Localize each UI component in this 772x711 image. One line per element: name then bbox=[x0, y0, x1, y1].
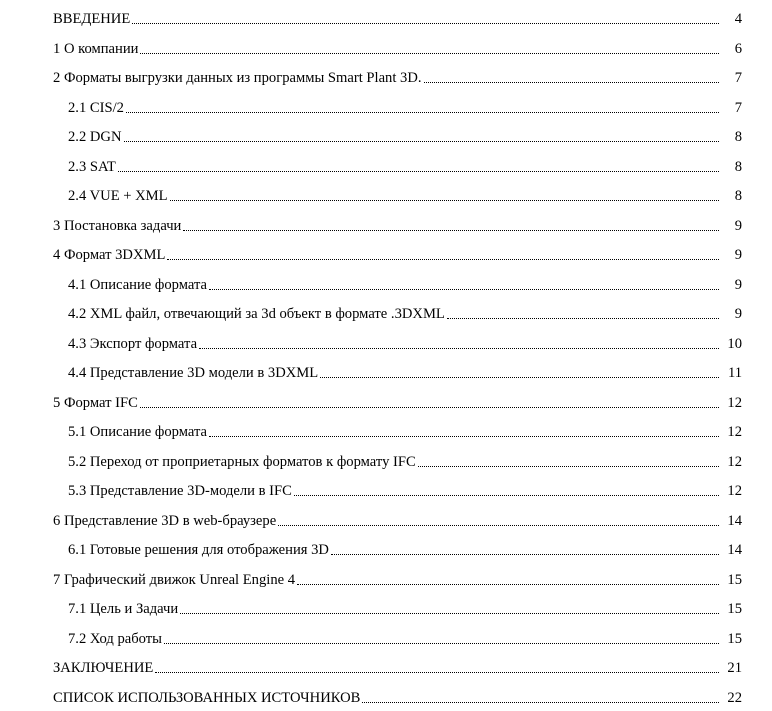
toc-entry-page: 22 bbox=[727, 690, 742, 706]
toc-entry-page: 12 bbox=[727, 483, 742, 499]
toc-entry-conclusion[interactable] bbox=[0, 655, 772, 677]
toc-entry-4[interactable] bbox=[0, 242, 772, 264]
toc-entry-page: 21 bbox=[727, 660, 742, 676]
toc-leader-dots bbox=[447, 317, 719, 319]
toc-leader-dots bbox=[155, 671, 719, 673]
toc-entry-4-1[interactable] bbox=[0, 272, 772, 294]
toc-entry-page: 15 bbox=[727, 601, 742, 617]
toc-entry-title: 5.1 Описание формата bbox=[68, 424, 208, 440]
toc-entry-page: 8 bbox=[734, 129, 742, 145]
toc-entry-page: 8 bbox=[734, 188, 742, 204]
toc-leader-dots bbox=[294, 494, 719, 496]
toc-leader-dots bbox=[132, 22, 719, 24]
toc-leader-dots bbox=[124, 140, 719, 142]
toc-entry-page: 15 bbox=[727, 572, 742, 588]
toc-entry-page: 14 bbox=[727, 542, 742, 558]
toc-leader-dots bbox=[209, 435, 719, 437]
toc-entry-2-4[interactable] bbox=[0, 183, 772, 205]
toc-entry-title: СПИСОК ИСПОЛЬЗОВАННЫХ ИСТОЧНИКОВ bbox=[53, 690, 361, 706]
toc-leader-dots bbox=[209, 288, 719, 290]
toc-entry-page: 6 bbox=[734, 41, 742, 57]
toc-entry-page: 9 bbox=[734, 306, 742, 322]
toc-entry-title: 2.2 DGN bbox=[68, 129, 122, 145]
toc-entry-title: 1 О компании bbox=[53, 41, 139, 57]
toc-entry-page: 14 bbox=[727, 513, 742, 529]
toc-entry-title: 5.3 Представление 3D-модели в IFC bbox=[68, 483, 292, 499]
toc-entry-4-3[interactable] bbox=[0, 331, 772, 353]
toc-leader-dots bbox=[424, 81, 719, 83]
toc-entry-references[interactable] bbox=[0, 685, 772, 707]
toc-entry-1[interactable] bbox=[0, 36, 772, 58]
toc-entry-page: 9 bbox=[734, 277, 742, 293]
toc-entry-title: 4.1 Описание формата bbox=[68, 277, 208, 293]
toc-leader-dots bbox=[140, 52, 719, 54]
toc-entry-7[interactable] bbox=[0, 567, 772, 589]
toc-entry-page: 10 bbox=[727, 336, 742, 352]
toc-leader-dots bbox=[140, 406, 719, 408]
toc-entry-6[interactable] bbox=[0, 508, 772, 530]
toc-entry-3[interactable] bbox=[0, 213, 772, 235]
toc-entry-2-2[interactable] bbox=[0, 124, 772, 146]
toc-leader-dots bbox=[164, 642, 719, 644]
toc-entry-7-2[interactable] bbox=[0, 626, 772, 648]
toc-entry-2[interactable] bbox=[0, 65, 772, 87]
toc-entry-6-1[interactable] bbox=[0, 537, 772, 559]
toc-entry-title: 4.4 Представление 3D модели в 3DXML bbox=[68, 365, 319, 381]
toc-entry-page: 4 bbox=[734, 11, 742, 27]
toc-entry-title: 5.2 Переход от проприетарных форматов к формату IFC bbox=[68, 454, 416, 470]
toc-entry-2-1[interactable] bbox=[0, 95, 772, 117]
toc-entry-title: 2.4 VUE + XML bbox=[68, 188, 168, 204]
toc-leader-dots bbox=[331, 553, 719, 555]
toc-entry-page: 15 bbox=[727, 631, 742, 647]
toc-entry-5-1[interactable] bbox=[0, 419, 772, 441]
toc-entry-title: 7.1 Цель и Задачи bbox=[68, 601, 179, 617]
toc-entry-title: ЗАКЛЮЧЕНИЕ bbox=[53, 660, 154, 676]
toc-entry-page: 8 bbox=[734, 159, 742, 175]
toc-leader-dots bbox=[180, 612, 719, 614]
toc-leader-dots bbox=[170, 199, 719, 201]
toc-entry-title: 2.3 SAT bbox=[68, 159, 116, 175]
toc-entry-title: 7 Графический движок Unreal Engine 4 bbox=[53, 572, 296, 588]
toc-entry-title: 3 Постановка задачи bbox=[53, 218, 182, 234]
toc-entry-5-2[interactable] bbox=[0, 449, 772, 471]
toc-leader-dots bbox=[167, 258, 719, 260]
toc-entry-title: 4.2 XML файл, отвечающий за 3d объект в формате .3DXML bbox=[68, 306, 445, 322]
toc-leader-dots bbox=[126, 111, 719, 113]
toc-entry-page: 11 bbox=[727, 365, 742, 381]
toc-entry-title: 7.2 Ход работы bbox=[68, 631, 162, 647]
toc-entry-4-2[interactable] bbox=[0, 301, 772, 323]
toc-entry-7-1[interactable] bbox=[0, 596, 772, 618]
toc-entry-introduction[interactable] bbox=[0, 6, 772, 28]
toc-entry-page: 9 bbox=[734, 218, 742, 234]
toc-entry-title: 6 Представление 3D в web-браузере bbox=[53, 513, 277, 529]
toc-entry-title: 6.1 Готовые решения для отображения 3D bbox=[68, 542, 329, 558]
toc-leader-dots bbox=[418, 465, 719, 467]
toc-entry-2-3[interactable] bbox=[0, 154, 772, 176]
toc-leader-dots bbox=[362, 701, 719, 703]
toc-leader-dots bbox=[297, 583, 719, 585]
toc-entry-page: 12 bbox=[727, 395, 742, 411]
toc-entry-page: 12 bbox=[727, 454, 742, 470]
toc-entry-page: 7 bbox=[734, 70, 742, 86]
toc-entry-5[interactable] bbox=[0, 390, 772, 412]
toc-entry-title: 5 Формат IFC bbox=[53, 395, 138, 411]
toc-leader-dots bbox=[278, 524, 719, 526]
toc-leader-dots bbox=[320, 376, 719, 378]
toc-leader-dots bbox=[118, 170, 719, 172]
toc-entry-page: 9 bbox=[734, 247, 742, 263]
toc-entry-title: 2 Форматы выгрузки данных из программы Smart Plant 3D. bbox=[53, 70, 422, 86]
toc-entry-title: 4 Формат 3DXML bbox=[53, 247, 166, 263]
toc-entry-title: 4.3 Экспорт формата bbox=[68, 336, 198, 352]
toc-entry-page: 7 bbox=[734, 100, 742, 116]
toc-entry-page: 12 bbox=[727, 424, 742, 440]
toc-entry-title: 2.1 CIS/2 bbox=[68, 100, 124, 116]
toc-leader-dots bbox=[183, 229, 719, 231]
toc-entry-title: ВВЕДЕНИЕ bbox=[53, 11, 131, 27]
toc-entry-4-4[interactable] bbox=[0, 360, 772, 382]
toc-entry-5-3[interactable] bbox=[0, 478, 772, 500]
toc-leader-dots bbox=[199, 347, 719, 349]
